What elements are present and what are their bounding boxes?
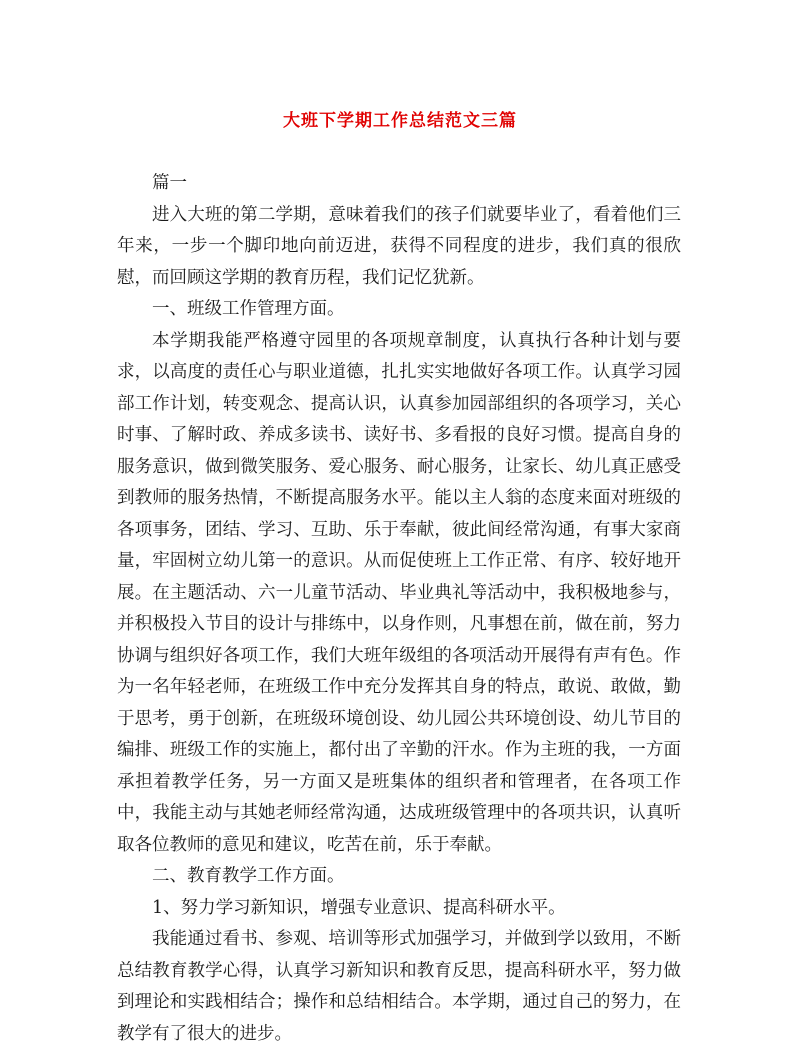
document-title: 大班下学期工作总结范文三篇 (283, 111, 517, 131)
document-body (117, 168, 681, 1050)
section-heading-teaching: 二、教育教学工作方面。 (152, 866, 345, 886)
section-heading-class-management: 一、班级工作管理方面。 (152, 299, 345, 319)
paragraph-class-management: 本学期我能严格遵守园里的各项规章制度，认真执行各种计划与要求，以高度的责任心与职业道德，扎扎实实地做好各项工作。认真学习园部工作计划，转变观念、提高认识，认真参加园部组织的各项学习，关心时事、了解时政、养成多读书、读好书、多看报的良好习惯。提高自身的服务意识，做到微笑服务、爱心服务、耐心服务，让家长、幼儿真正感受到教师的服务热情，不断提高服务水平。能以主人翁的态度来面对班级的各项事务，团结、学习、互助、乐于奉献，彼此间经常沟通，有事大家商量，牢固树立幼儿第一的意识。从而促使班上工作正常、有序、较好地开展。在主题活动、六一儿童节活动、毕业典礼等活动中，我积极地参与，并积极投入节目的设计与排练中，以身作则，凡事想在前，做在前，努力协调与组织好各项工作，我们大班年级组的各项活动开展得有声有色。作为一名年轻老师，在班级工作中充分发挥其自身的特点，敢说、敢做，勤于思考，勇于创新，在班级环境创设、幼儿园公共环境创设、幼儿节目的编排、班级工作的实施上，都付出了辛勤的汗水。作为主班的我，一方面承担着教学任务，另一方面又是班集体的组织者和管理者，在各项工作中，我能主动与其她老师经常沟通，达成班级管理中的各项共识，认真听取各位教师的意见和建议，吃苦在前，乐于奉献。 (117, 330, 681, 855)
paragraph-intro: 进入大班的第二学期，意味着我们的孩子们就要毕业了，看着他们三年来，一步一个脚印地向前迈进，获得不同程度的进步，我们真的很欣慰，而回顾这学期的教育历程，我们记忆犹新。 (117, 204, 681, 288)
subheading-learning: 1、努力学习新知识，增强专业意识、提高科研水平。 (152, 897, 566, 918)
section-heading-part-one: 篇一 (152, 173, 187, 193)
paragraph-learning: 我能通过看书、参观、培训等形式加强学习，并做到学以致用，不断总结教育教学心得，认真学习新知识和教育反思，提高科研水平，努力做到理论和实践相结合；操作和总结相结合。本学期，通过自己的努力，在教学有了很大的进步。 (117, 929, 681, 1044)
